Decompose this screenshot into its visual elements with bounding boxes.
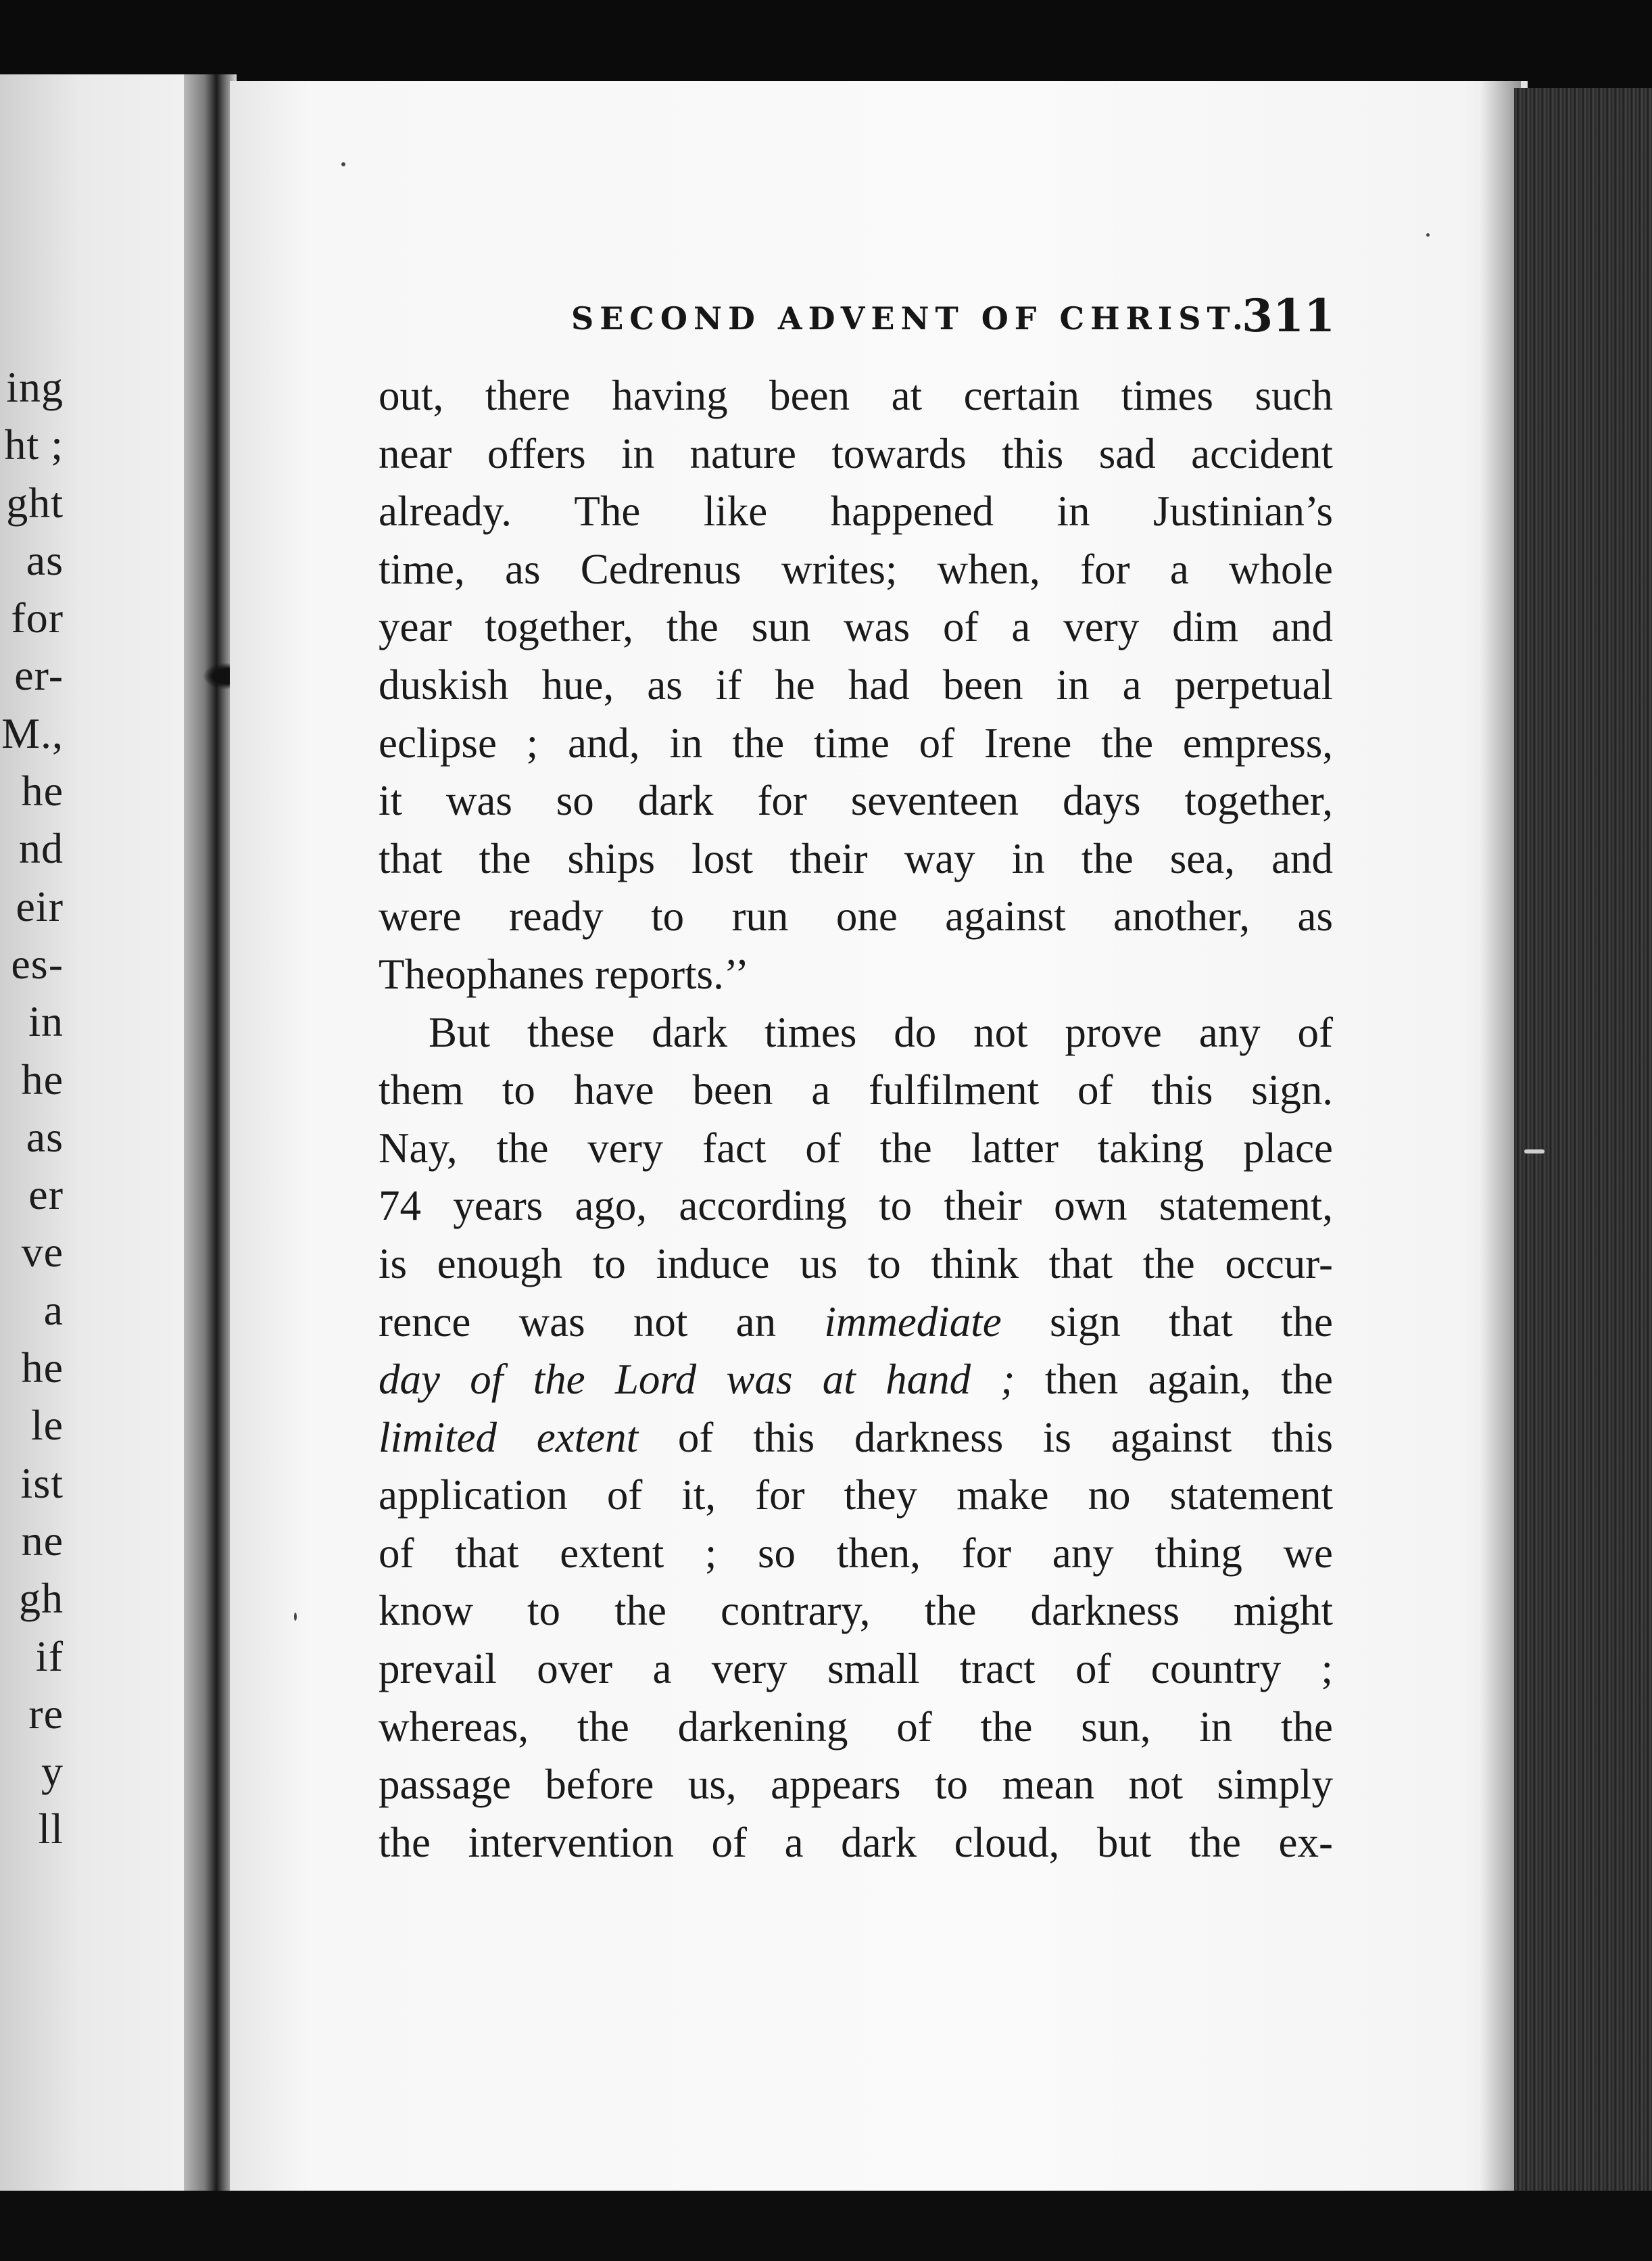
text-line — [379, 483, 1333, 541]
text-line — [379, 1467, 1333, 1525]
left-page-fragment: er- — [14, 651, 64, 700]
left-page-fragment: y — [41, 1747, 64, 1796]
left-page-fragment: ve — [21, 1228, 64, 1277]
left-page-fragment: as — [26, 1112, 64, 1161]
left-page-fragment: ist — [20, 1458, 64, 1507]
running-head — [571, 291, 1342, 345]
scan-speck — [341, 162, 345, 166]
text-line — [379, 1351, 1333, 1409]
text-run: sign that the — [1001, 1298, 1333, 1346]
scan-speck — [294, 1613, 297, 1621]
text-run: whereas, the darkening of the sun, in the — [379, 1703, 1333, 1751]
text-run: then again, the — [1015, 1356, 1333, 1404]
left-page-fragment: eir — [16, 882, 64, 930]
text-line — [379, 1698, 1333, 1757]
text-line — [379, 657, 1333, 715]
text-line — [379, 772, 1333, 830]
text-line — [379, 1756, 1333, 1814]
text-line — [379, 1062, 1333, 1120]
text-run: 74 years ago, according to their own statement, — [379, 1182, 1333, 1230]
left-page-fragment: ing — [6, 363, 64, 411]
text-line — [379, 367, 1333, 425]
left-page-fragment: he — [21, 1343, 64, 1392]
left-page-fragment: as — [26, 536, 64, 584]
text-run: that the ships lost their way in the sea, and — [379, 834, 1333, 882]
text-line — [379, 830, 1333, 888]
scan-speck — [1426, 233, 1430, 237]
text-run: time, as Cedrenus writes; when, for a whole — [379, 545, 1333, 593]
italic-text: immediate — [824, 1298, 1002, 1346]
left-page-fragment: er — [28, 1170, 64, 1219]
running-title: SECOND ADVENT OF CHRIST. — [571, 300, 1249, 337]
text-run: eclipse ; and, in the time of Irene the empress, — [379, 719, 1333, 767]
text-run: year together, the sun was of a very dim and — [379, 603, 1333, 651]
text-run: Nay, the very fact of the latter taking place — [379, 1124, 1333, 1172]
left-page-fragment: re — [28, 1689, 64, 1738]
scan-speck — [1524, 1149, 1545, 1153]
text-line — [379, 598, 1333, 657]
text-line — [379, 1525, 1333, 1583]
text-run: Theophanes reports.’’ — [379, 950, 750, 998]
text-run: passage before us, appears to mean not simply — [379, 1761, 1333, 1809]
italic-text: limited extent — [379, 1413, 639, 1461]
italic-text: day of the Lord was at hand ; — [379, 1356, 1015, 1404]
text-run: near offers in nature towards this sad accident — [379, 429, 1333, 477]
left-page-fragment: ne — [21, 1516, 64, 1565]
text-run: rence was not an — [379, 1298, 825, 1346]
text-run: prevail over a very small tract of country ; — [379, 1645, 1333, 1693]
left-page-fragment: a — [43, 1285, 64, 1334]
text-line — [379, 1177, 1333, 1235]
left-page-fragment: ght — [6, 478, 64, 527]
text-run: the intervention of a dark cloud, but the ex- — [379, 1818, 1333, 1866]
text-run: duskish hue, as if he had been in a perpetual — [379, 661, 1333, 709]
text-run: it was so dark for seventeen days together, — [379, 777, 1333, 825]
left-page-fragment: if — [35, 1632, 64, 1680]
left-page-fragment: M., — [1, 709, 64, 757]
text-line — [379, 1120, 1333, 1178]
text-run: of this darkness is against this — [638, 1413, 1333, 1461]
text-line — [379, 1409, 1333, 1467]
text-line — [379, 715, 1333, 773]
body-text — [379, 367, 1333, 1872]
page-number: 311 — [1242, 289, 1335, 342]
left-page-fragment: ht ; — [4, 421, 64, 469]
left-page-fragment: in — [28, 997, 64, 1046]
text-line — [379, 1235, 1333, 1293]
text-line — [379, 1582, 1333, 1640]
text-line — [379, 1004, 1333, 1062]
text-run: of that extent ; so then, for any thing we — [379, 1529, 1333, 1577]
text-run: already. The like happened in Justinian’s — [379, 487, 1333, 536]
left-page-fragment: nd — [19, 824, 64, 873]
text-run: know to the contrary, the darkness might — [379, 1587, 1333, 1635]
text-line — [379, 541, 1333, 599]
text-line — [379, 1293, 1333, 1352]
left-page-fragment: le — [30, 1401, 64, 1450]
left-page-fragment: he — [21, 1055, 64, 1103]
scan-bottom-border — [0, 2191, 1652, 2261]
text-line — [379, 425, 1333, 483]
book-gutter — [184, 74, 237, 2191]
text-line — [379, 888, 1333, 946]
text-run: But these dark times do not prove any of — [429, 1008, 1333, 1056]
text-line — [379, 1814, 1333, 1872]
text-run: is enough to induce us to think that the occur- — [379, 1239, 1333, 1287]
text-run: out, there having been at certain times such — [379, 372, 1333, 419]
left-page-fragment: for — [11, 594, 64, 642]
text-line — [379, 946, 1333, 1004]
left-page-fragment: es- — [11, 939, 64, 988]
left-page-fragment: gh — [19, 1574, 64, 1623]
text-run: application of it, for they make no statement — [379, 1471, 1333, 1519]
text-line — [379, 1640, 1333, 1698]
text-run: were ready to run one against another, as — [379, 892, 1333, 941]
left-page-fragment: ll — [38, 1805, 64, 1853]
text-run: them to have been a fulfilment of this sign. — [379, 1066, 1333, 1114]
left-page-fragment: he — [21, 767, 64, 815]
